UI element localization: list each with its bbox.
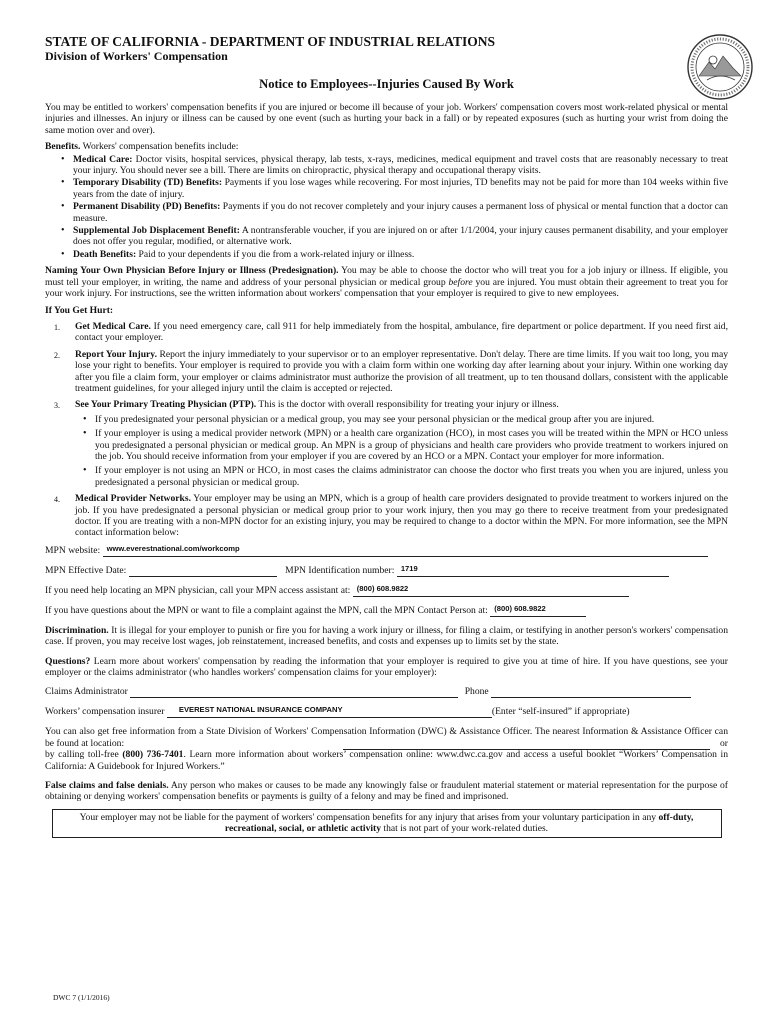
mpn-effective-date-label: MPN Effective Date: (45, 564, 127, 576)
step-text: Report the injury immediately to your supervisor or to an employer representative. Don't delay. There are time limits. If you wait too long, you may lose your right to benefits. Your employer is required to provide you with a claim form within one working day after learning about your injury. Within one working day after you file a claim form, your employer or claims administrator must authorize the provision of all treatment, up to ten thousand dollars, consistent with the applicable treatment guidelines, for your alleged injury until the claim is accepted or rejected. (75, 348, 728, 394)
benefit-item (73, 225, 728, 248)
mpn-contact-label: If you have questions about the MPN or want to file a complaint against the MPN, call the MPN Contact Person at: (45, 604, 488, 616)
benefit-text: A nontransferable voucher, if you are injured on or after 1/1/2004, your injury causes permanent disability, and your employer does not offer you regular, modified, or alternative work. (73, 225, 728, 248)
step-number: 3. (54, 401, 60, 411)
discrimination-heading: Discrimination. (45, 624, 109, 636)
mpn-assistant-label: If you need help locating an MPN physician, call your MPN access assistant at: (45, 584, 351, 596)
false-claims-text: Any person who makes or causes to be made any knowingly false or fraudulent material statement or material representation for the purpose of obtaining or denying workers' compensation benefits or payments is guilty of a felony and may be fined and imprisoned. (45, 780, 728, 803)
insurer-row (45, 706, 728, 718)
false-claims-heading: False claims and false denials. (45, 780, 169, 792)
benefit-label: Medical Care: (73, 153, 133, 165)
mpn-effective-date-field[interactable] (129, 565, 277, 577)
benefits-lead: Workers' compensation benefits include: (80, 141, 239, 153)
division-header: Division of Workers' Compensation (45, 49, 228, 63)
insurer-label: Workers’ compensation insurer (45, 706, 165, 718)
dwc-call-text: by calling toll-free (45, 749, 123, 761)
discrimination-paragraph (45, 625, 728, 648)
benefit-label: Temporary Disability (TD) Benefits: (73, 177, 223, 189)
benefits-list (45, 154, 728, 261)
hurt-step (54, 320, 728, 344)
hurt-step (54, 348, 728, 395)
naming-emphasis: before (448, 276, 473, 288)
ptp-sublist (75, 414, 728, 488)
claims-admin-field[interactable] (130, 686, 458, 698)
insurer-value: EVEREST NATIONAL INSURANCE COMPANY (178, 705, 343, 715)
ptp-subitem: • If your employer is using a medical provider network (MPN) or a health care organization (HCO), in most cases you will be treated within the MPN or HCO unless you predesignated a personal physician or medical group. An MPN is a group of physicians and health care providers who provide treatment to workers injured on the job. You should receive information from your employer if you are covered by an HCO or a MPN. Contact your employer for more information. (95, 428, 728, 462)
mpn-contact-field[interactable] (490, 605, 586, 617)
mpn-website-row (45, 545, 728, 557)
if-hurt-section (45, 305, 728, 539)
step-number: 1. (54, 322, 60, 332)
benefit-item (73, 201, 728, 224)
mpn-date-id-row (45, 565, 728, 577)
step-label: Get Medical Care. (75, 320, 151, 332)
step-text: Your employer may be using an MPN, which is a group of health care providers designated to provide treatment to workers injured on the job. If you have predesignated a personal physician or medical group prior to your work injury, then you may go there to receive treatment from your predesignated doctor. If you are treating with a non-MPN doctor for an existing injury, you may be required to change to a doctor within the MPN. For more information, see the MPN contact information below: (75, 493, 729, 539)
dwc-or-text: or (720, 738, 728, 750)
mpn-website-label: MPN website: (45, 544, 101, 556)
benefits-heading: Benefits. (45, 141, 81, 153)
benefit-label: Permanent Disability (PD) Benefits: (73, 201, 221, 213)
notice-page (45, 34, 728, 838)
liability-text: Your employer may not be liable for the payment of workers' compensation benefits for any injury that arises from your voluntary participation in any (79, 811, 659, 823)
liability-emphasis: off-duty, recreational, social, or athletic activity (224, 811, 694, 835)
notice-title: Notice to Employees--Injuries Caused By Work (259, 77, 514, 91)
questions-text: Learn more about workers' compensation by reading the information that your employer is required to give you at time of hire. If you have questions, see your employer or the claims administrator (who handles workers' compensation claims for your employer): (45, 655, 728, 679)
benefit-text: Payments if you do not recover completely and your injury causes a permanent loss of physical or mental function that a doctor can measure. (73, 201, 728, 224)
discrimination-text: It is illegal for your employer to punish or fire you for having a work injury or illness, for filing a claim, or testifying in another person's workers' compensation case. If proven, you may receive lost wages, job reinstatement, increased benefits, and costs and expenses up to limits set by the state. (45, 624, 728, 648)
if-hurt-list (45, 321, 728, 539)
questions-heading: Questions? (45, 655, 91, 667)
mpn-contact-value: (800) 608.9822 (494, 603, 546, 613)
insurer-field[interactable] (167, 706, 492, 718)
benefit-text: Doctor visits, hospital services, physical therapy, lab tests, x-rays, medicines, medical equipment and travel costs that are reasonably necessary to treat your injury. You should never see a bill. There are limits on chiropractic, physical therapy and occupational therapy visits. (73, 153, 728, 177)
mpn-id-label: MPN Identification number: (285, 564, 395, 576)
mpn-website-value: www.everestnational.com/workcomp (106, 543, 240, 553)
ptp-subitem: • If you predesignated your personal physician or a medical group, you may see your personal physician or the medical group after you are injured. (95, 414, 728, 425)
benefit-text: Payments if you lose wages while recovering. For most injuries, TD benefits may not be paid for more than 104 weeks within five years from the date of injury. (73, 177, 728, 200)
claims-phone-field[interactable] (491, 686, 691, 698)
state-seal-icon (685, 32, 755, 102)
benefit-label: Death Benefits: (73, 248, 137, 260)
step-text: If you need emergency care, call 911 for help immediately from the hospital, ambulance, fire department or police department. If you need first aid, contact your employer. (75, 320, 728, 344)
naming-physician-paragraph (45, 265, 728, 299)
step-label: Medical Provider Networks. (75, 493, 191, 505)
intro-paragraph: You may be entitled to workers' compensation benefits if you are injured or become ill because of your job. Workers' compensation covers most work-related physical or mental injuries and illnesses. An injury or illness can be caused by one event (such as hurting your back in a fall) or by repeated exposures (such as hurting your wrist from doing the same motion over and over). (45, 102, 728, 136)
naming-heading: Naming Your Own Physician Before Injury or Illness (Predesignation). (45, 265, 339, 277)
insurer-note: (Enter “self-insured” if appropriate) (491, 706, 630, 718)
form-footer: DWC 7 (1/1/2016) (53, 993, 110, 1002)
benefit-item (73, 177, 728, 200)
benefit-text: Paid to your dependents if you die from a work-related injury or illness. (136, 248, 415, 260)
mpn-website-field[interactable] (103, 545, 708, 557)
claims-admin-label: Claims Administrator (45, 686, 128, 698)
dwc-location-field[interactable] (343, 738, 710, 750)
benefit-item (73, 154, 728, 177)
step-label: Report Your Injury. (75, 348, 157, 360)
hurt-step (54, 493, 729, 539)
mpn-id-value: 1719 (400, 563, 418, 573)
step-text: This is the doctor with overall responsibility for treating your injury or illness. (256, 399, 559, 411)
dwc-info-block (45, 726, 728, 772)
liability-notice-box (52, 809, 722, 838)
ptp-subitem: • If your employer is not using an MPN or HCO, in most cases the claims administrator can choose the doctor who first treats you when you are injured, unless you predesignated a personal physician or medical group. (95, 465, 728, 488)
claims-phone-label: Phone (464, 686, 489, 698)
if-hurt-heading: If You Get Hurt: (45, 304, 114, 316)
dwc-info-text: You can also get free information from a State Division of Workers' Compensation Information (DWC) & Assistance Officer. The nearest Information & Assistance Officer can be found at location: (45, 726, 728, 749)
benefit-label: Supplemental Job Displacement Benefit: (73, 225, 240, 237)
step-label: See Your Primary Treating Physician (PTP). (75, 399, 257, 411)
benefit-item (73, 249, 728, 260)
mpn-assistant-field[interactable] (353, 585, 629, 597)
benefits-section (45, 141, 728, 260)
false-claims-paragraph (45, 780, 728, 803)
liability-text-end: that is not part of your work-related duties. (381, 823, 549, 835)
step-number: 4. (54, 495, 60, 505)
mpn-contact-row (45, 605, 728, 617)
mpn-id-field[interactable] (397, 565, 669, 577)
dwc-phone: (800) 736-7401 (122, 749, 184, 761)
mpn-assistant-row (45, 585, 728, 597)
naming-text: You may be able to choose the doctor who will treat you for a job injury or illness. If eligible, you must tell your employer, in writing, the name and address of your personal physician or medical group (45, 265, 728, 288)
naming-text: you are injured. You must obtain their agreement to treat you for your work injury. For instructions, see the written information about workers' compensation that your employer is required to give to new employees. (45, 276, 728, 300)
state-header: STATE OF CALIFORNIA - DEPARTMENT OF INDUSTRIAL RELATIONS (45, 34, 495, 49)
step-number: 2. (54, 350, 60, 360)
mpn-assistant-value: (800) 608.9822 (356, 583, 409, 593)
questions-paragraph (45, 656, 728, 679)
claims-admin-row (45, 686, 728, 698)
hurt-step (54, 399, 728, 488)
dwc-online-text: . Learn more information about workers’ compensation online: www.dwc.ca.gov and access a useful booklet “Workers’ Compensation in California: A Guidebook for Injured Workers.” (45, 749, 729, 772)
